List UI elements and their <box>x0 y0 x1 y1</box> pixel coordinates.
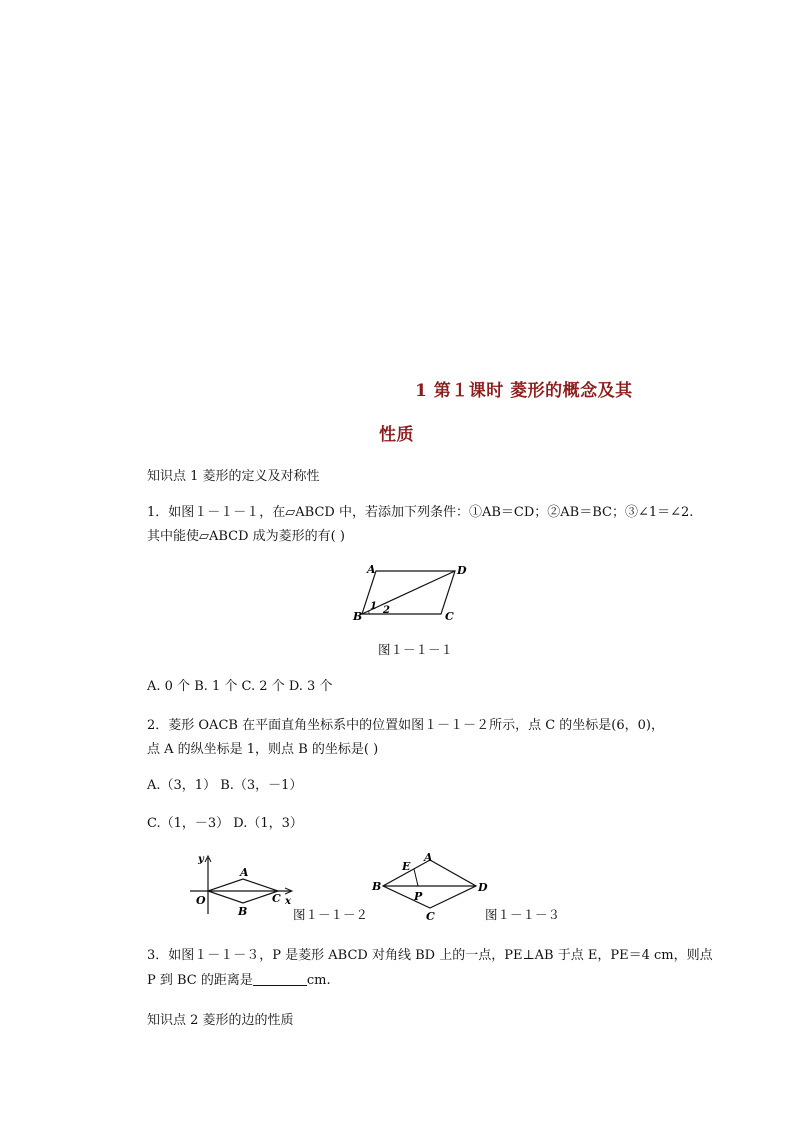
point-e-label: E <box>402 860 411 873</box>
figure-1-1-3-rhombus <box>368 850 488 922</box>
answer-blank[interactable] <box>253 973 307 986</box>
question-1-options: A. 0 个 B. 1 个 C. 2 个 D. 3 个 <box>147 679 333 694</box>
figure-1-1-3-caption: 图１－１－３ <box>485 907 561 922</box>
vertex-a-label: A <box>240 866 249 879</box>
question-3-unit: cm. <box>306 973 331 988</box>
question-3-line-2 <box>147 971 331 991</box>
section-heading-2: 知识点 2 菱形的边的性质 <box>147 1013 294 1028</box>
vertex-c-label: C <box>445 610 454 623</box>
axis-x-label: x <box>285 896 291 907</box>
vertex-c-label: C <box>426 910 435 922</box>
vertex-c-label: C <box>272 892 281 905</box>
origin-o-label: O <box>196 894 206 907</box>
vertex-d-label: D <box>457 564 467 577</box>
point-p-label: P <box>414 890 423 903</box>
vertex-b-label: B <box>372 880 382 893</box>
angle-1-label: 1 <box>370 601 377 612</box>
vertex-a-label: A <box>367 563 376 576</box>
question-1-line-2: 其中能使▱ABCD 成为菱形的有( ) <box>147 529 345 544</box>
figure-1-1-2-caption: 图１－１－２ <box>293 907 369 922</box>
lesson-title: 1 第１课时 菱形的概念及其 <box>415 381 633 401</box>
figure-1-1-1-parallelogram <box>350 560 475 626</box>
question-1-line-1: 1．如图１－１－１，在▱ABCD 中，若添加下列条件：①AB＝CD；②AB＝BC；③∠1＝∠2. <box>147 505 694 520</box>
section-heading-1: 知识点 1 菱形的定义及对称性 <box>147 469 320 484</box>
axis-y-label: y <box>198 854 204 865</box>
question-2-options-cd: C.（1，－3） D.（1，3） <box>147 816 303 831</box>
figure-1-1-2-coordinate-rhombus <box>188 852 298 920</box>
question-3-line-1: 3．如图１－１－３，P 是菱形 ABCD 对角线 BD 上的一点，PE⊥AB 于点 E，PE＝4 cm，则点 <box>147 948 713 963</box>
vertex-b-label: B <box>353 610 363 623</box>
lesson-title-continued: 性质 <box>379 425 414 445</box>
vertex-a-label: A <box>424 851 433 864</box>
angle-2-label: 2 <box>383 605 390 616</box>
question-2-options-ab: A.（3，1） B.（3，－1） <box>147 778 303 793</box>
question-3-text: P 到 BC 的距离是 <box>147 973 253 988</box>
vertex-b-label: B <box>238 905 248 918</box>
vertex-d-label: D <box>478 881 488 894</box>
question-2-line-1: 2．菱形 OACB 在平面直角坐标系中的位置如图１－１－２所示，点 C 的坐标是(6，0)， <box>147 718 664 733</box>
question-2-line-2: 点 A 的纵坐标是 1，则点 B 的坐标是( ) <box>147 742 379 757</box>
figure-1-1-1-caption: 图１－１－１ <box>378 642 454 657</box>
